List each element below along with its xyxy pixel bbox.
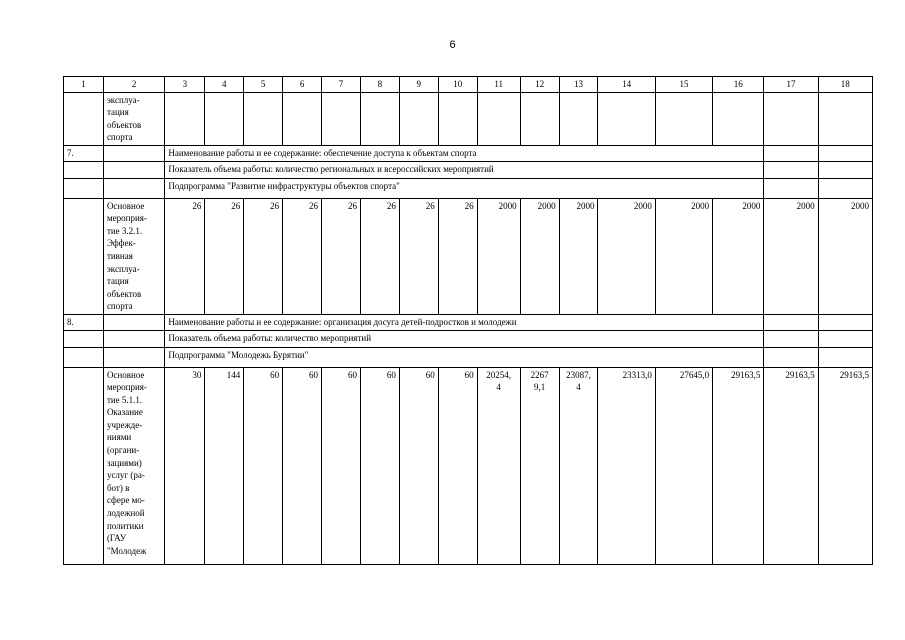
empty-cell [764, 347, 818, 367]
subprogram-cell: Подпрограмма "Развитие инфраструктуры объектов спорта" [165, 178, 764, 198]
row-number-cell [64, 367, 104, 564]
value-cell: 144 [205, 367, 244, 564]
row-number-cell: 7. [64, 145, 104, 161]
value-cell [165, 92, 205, 145]
column-header: 18 [818, 77, 872, 93]
value-cell: 60 [399, 367, 438, 564]
value-cell: 27645,0 [655, 367, 712, 564]
value-cell [477, 92, 520, 145]
value-cell [764, 92, 818, 145]
value-cell: 60 [283, 367, 322, 564]
value-cell: 2000 [559, 198, 598, 314]
value-cell: 29163,5 [713, 367, 764, 564]
section_7-subprogram-row [64, 178, 873, 198]
column-header: 17 [764, 77, 818, 93]
column-header: 6 [283, 77, 322, 93]
header-row [64, 77, 873, 93]
empty-cell [818, 145, 872, 161]
column-header: 3 [165, 77, 205, 93]
value-cell: 26 [165, 198, 205, 314]
empty-cell [764, 145, 818, 161]
value-cell [438, 92, 477, 145]
empty-cell [764, 178, 818, 198]
column-header: 11 [477, 77, 520, 93]
value-cell [598, 92, 655, 145]
value-cell: 23313,0 [598, 367, 655, 564]
column-header: 9 [399, 77, 438, 93]
value-cell [360, 92, 399, 145]
value-cell: 30 [165, 367, 205, 564]
data-table [63, 76, 873, 565]
work-name-cell: Наименование работы и ее содержание: обеспечение доступа к объектам спорта [165, 145, 764, 161]
section_8-indicator-row [64, 330, 873, 347]
value-cell: 26 [322, 198, 361, 314]
value-cell: 2000 [598, 198, 655, 314]
column-header: 12 [520, 77, 559, 93]
column-header: 14 [598, 77, 655, 93]
section_8-work-row [64, 314, 873, 330]
column-header: 7 [322, 77, 361, 93]
row-number-cell [64, 178, 104, 198]
value-cell [399, 92, 438, 145]
work-name-cell: Наименование работы и ее содержание: организация досуга детей-подростков и молодежи [165, 314, 764, 330]
column-header: 5 [244, 77, 283, 93]
row-number-cell [64, 347, 104, 367]
column-header: 2 [103, 77, 164, 93]
empty-cell [818, 347, 872, 367]
empty-cell [764, 314, 818, 330]
value-cell: 60 [438, 367, 477, 564]
activity-name-cell: эксплуа- тация объектов спорта [103, 92, 164, 145]
value-cell [322, 92, 361, 145]
value-cell: 60 [360, 367, 399, 564]
empty-cell [103, 145, 164, 161]
value-cell: 2267 9,1 [520, 367, 559, 564]
value-cell: 2000 [520, 198, 559, 314]
value-cell: 2000 [477, 198, 520, 314]
column-header: 15 [655, 77, 712, 93]
value-cell [655, 92, 712, 145]
value-cell [205, 92, 244, 145]
section_8-subprogram-row [64, 347, 873, 367]
column-header: 10 [438, 77, 477, 93]
value-cell: 23087, 4 [559, 367, 598, 564]
row-number-cell: 8. [64, 314, 104, 330]
value-cell: 2000 [818, 198, 872, 314]
empty-cell [818, 178, 872, 198]
empty-cell [103, 347, 164, 367]
column-header: 1 [64, 77, 104, 93]
activity-name-cell: Основное мероприя- тие 3.2.1. Эффек- тивная эксплуа- тация объектов спорта [103, 198, 164, 314]
indicator-cell: Показатель объема работы: количество региональных и всероссийских мероприятий [165, 161, 764, 178]
value-cell: 26 [244, 198, 283, 314]
value-cell: 26 [438, 198, 477, 314]
row-number-cell [64, 330, 104, 347]
value-cell: 29163,5 [764, 367, 818, 564]
empty-cell [103, 314, 164, 330]
row-number-cell [64, 161, 104, 178]
section_7-activity-row [64, 198, 873, 314]
value-cell: 26 [399, 198, 438, 314]
indicator-cell: Показатель объема работы: количество мероприятий [165, 330, 764, 347]
value-cell [283, 92, 322, 145]
row-number-cell [64, 92, 104, 145]
empty-cell [103, 330, 164, 347]
subprogram-cell: Подпрограмма "Молодежь Бурятии" [165, 347, 764, 367]
value-cell: 60 [322, 367, 361, 564]
value-cell: 2000 [713, 198, 764, 314]
column-header: 13 [559, 77, 598, 93]
row-number-cell [64, 198, 104, 314]
value-cell [520, 92, 559, 145]
value-cell [713, 92, 764, 145]
value-cell: 26 [205, 198, 244, 314]
empty-cell [103, 161, 164, 178]
value-cell [244, 92, 283, 145]
value-cell [559, 92, 598, 145]
section_8-activity-row [64, 367, 873, 564]
continuation-row [64, 92, 873, 145]
empty-cell [764, 161, 818, 178]
value-cell: 2000 [764, 198, 818, 314]
empty-cell [103, 178, 164, 198]
value-cell: 2000 [655, 198, 712, 314]
value-cell: 60 [244, 367, 283, 564]
empty-cell [818, 161, 872, 178]
value-cell: 20254, 4 [477, 367, 520, 564]
value-cell: 26 [360, 198, 399, 314]
section_7-indicator-row [64, 161, 873, 178]
value-cell: 26 [283, 198, 322, 314]
empty-cell [818, 330, 872, 347]
empty-cell [764, 330, 818, 347]
column-header: 8 [360, 77, 399, 93]
column-header: 4 [205, 77, 244, 93]
empty-cell [818, 314, 872, 330]
section_7-work-row [64, 145, 873, 161]
value-cell [818, 92, 872, 145]
column-header: 16 [713, 77, 764, 93]
page-number: 6 [449, 39, 456, 51]
value-cell: 29163,5 [818, 367, 872, 564]
activity-name-cell: Основное мероприя- тие 5.1.1. Оказание учрежде- ниями (органи- зациями) услуг (ра- бот) в сфере мо- лодежной политики (ГАУ "Молодеж [103, 367, 164, 564]
